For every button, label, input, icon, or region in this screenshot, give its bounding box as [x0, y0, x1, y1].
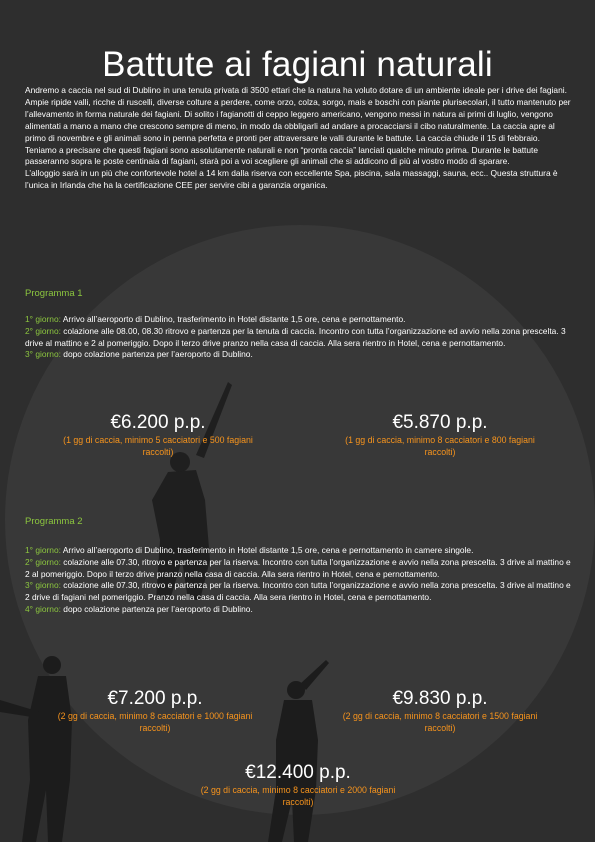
day-text: Arrivo all’aeroporto di Dublino, trasferimento in Hotel distante 1,5 ore, cena e pernottamento. — [62, 314, 406, 324]
price-note: (2 gg di caccia, minimo 8 cacciatori e 2000 fagiani raccolti) — [200, 785, 396, 807]
price-block — [188, 762, 408, 808]
day-label: 1° giorno: — [25, 314, 63, 324]
day-text: dopo colazione partenza per l’aeroporto di Dublino. — [63, 603, 253, 614]
day-label: 1° giorno: — [25, 545, 63, 555]
day-item — [25, 314, 575, 326]
programma-2-title: Programma 2 — [25, 516, 83, 527]
price-amount: €9.830 p.p. — [392, 688, 488, 709]
day-item — [25, 580, 575, 604]
price-note: (2 gg di caccia, minimo 8 cacciatori e 1500 fagiani raccolti) — [342, 711, 538, 733]
day-item — [25, 557, 575, 581]
price-block — [330, 688, 550, 734]
day-label: 3° giorno: — [25, 349, 64, 360]
programma-1-title: Programma 1 — [25, 288, 83, 299]
day-label: 3° giorno: — [25, 580, 64, 591]
day-item — [25, 604, 575, 616]
day-text: colazione alle 08.00, 08.30 ritrovo e partenza per la tenuta di caccia. Incontro con tutta l’organizzazione ed avvio nella zona prescelta. 3 drive al mattino e 2 al pomeriggio. Dopo il terzo drive pranzo nella casa di caccia. Alla sera rientro in Hotel, cena e pernottamento. — [25, 325, 566, 348]
price-note: (2 gg di caccia, minimo 8 cacciatori e 1000 fagiani raccolti) — [57, 711, 253, 733]
day-label: 4° giorno: — [25, 603, 64, 614]
intro-text — [25, 85, 573, 192]
page-title: Battute ai fagiani naturali — [102, 45, 493, 85]
price-note: (1 gg di caccia, minimo 5 cacciatori e 500 fagiani raccolti) — [63, 435, 253, 457]
price-block — [45, 688, 265, 734]
day-text: Arrivo all’aeroporto di Dublino, trasferimento in Hotel distante 1,5 ore, cena e pernottamento in camere singole. — [62, 545, 474, 555]
day-text: colazione alle 07.30, ritrovo e partenza per la riserva. Incontro con tutta l’organizzazione e avvio nella zona prescelta. 3 drive al mattino e 2 al pomeriggio. Dopo il terzo drive pranzo nella casa di caccia. Alla sera rientro in Hotel, cena e pernottamento. — [25, 556, 571, 579]
programma-2-days — [25, 545, 575, 616]
programma-1-days — [25, 314, 575, 361]
price-amount: €7.200 p.p. — [107, 688, 203, 709]
price-block — [48, 412, 268, 458]
day-item — [25, 545, 575, 557]
intro-paragraph: Andremo a caccia nel sud di Dublino in una tenuta privata di 3500 ettari che la natura ha voluto dotare di un ambiente ideale per i drive dei fagiani. Ampie ripide valli, ricche di ruscelli, diverse colture a perdere, come orzo, colza, sorgo, mais e boschi con piante plurisecolari, il tutto mantenuto per l’allevamento in forma naturale dei fagiani. Di solito i fagianotti di ceppo leggero americano, vengono messi in natura ai primi di luglio, vengono alimentati a mano a mano che crescono sempre di meno, in modo da obbligarli ad andare a procacciarsi il cibo naturalmente. La caccia apre al primo di novembre e gli animali sono in penna perfetta e pronti per attraversare le valli durante le battute. La caccia chiude il 15 di febbraio. Teniamo a precisare che questi fagiani sono assolutamente naturali e non “pronta caccia” lanciati qualche minuto prima. Durante le battute passeranno sopra le poste centinaia di fagiani, starà poi a voi scegliere gli animali che si addicono di più al vostro modo di sparare. — [25, 85, 571, 167]
price-amount: €12.400 p.p. — [245, 762, 351, 783]
price-block — [330, 412, 550, 458]
day-label: 2° giorno: — [25, 325, 64, 336]
day-item — [25, 326, 575, 350]
intro-paragraph: L’alloggio sarà in un più che confortevole hotel a 14 km dalla riserva con eccellente Spa, piscina, sala massaggi, sauna, ecc.. Questa struttura è l’unica in Irlanda che ha la certificazione CEE per servire cibi a garanzia organica. — [25, 168, 558, 191]
price-amount: €5.870 p.p. — [392, 412, 488, 433]
day-label: 2° giorno: — [25, 556, 64, 567]
day-text: colazione alle 07.30, ritrovo e partenza per la riserva. Incontro con tutta l’organizzazione e avvio nella zona prescelta. 3 drive al mattino e 2 drive di fagiani nel pomeriggio. Pranzo nella casa di caccia. Alla sera rientro in Hotel, cena e pernottamento. — [25, 580, 571, 603]
price-amount: €6.200 p.p. — [110, 412, 206, 433]
day-item — [25, 349, 575, 361]
price-note: (1 gg di caccia, minimo 8 cacciatori e 800 fagiani raccolti) — [345, 435, 535, 457]
day-text: dopo colazione partenza per l’aeroporto di Dublino. — [63, 349, 253, 360]
